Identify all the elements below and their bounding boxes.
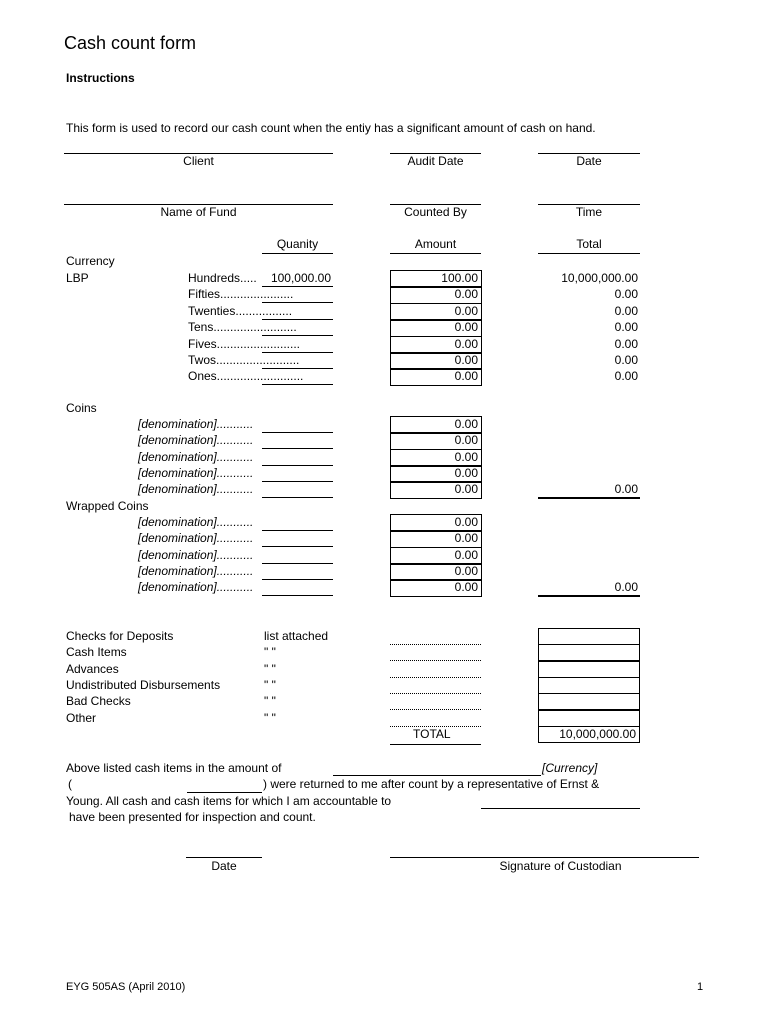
coin-amount-cell[interactable]: 0.00 <box>390 514 482 532</box>
coin-denomination-label: [denomination]........... <box>138 531 254 545</box>
other-item-note: " " <box>264 711 276 725</box>
other-item-amount-line[interactable] <box>390 660 481 661</box>
coin-amount-cell[interactable]: 0.00 <box>390 449 482 467</box>
coins-total: 0.00 <box>614 482 638 496</box>
coin-quantity-field-line[interactable] <box>262 448 333 449</box>
coin-quantity-field-line[interactable] <box>262 563 333 564</box>
counted-by-label: Counted By <box>404 205 467 219</box>
other-item-label: Advances <box>66 662 119 676</box>
coin-amount-cell[interactable]: 0.00 <box>390 416 482 434</box>
audit-date-label: Audit Date <box>407 154 464 168</box>
coin-denomination-label: [denomination]........... <box>138 580 254 594</box>
amount-words-field-line[interactable] <box>187 792 262 793</box>
coin-amount-cell[interactable]: 0.00 <box>390 465 482 483</box>
coin-amount-cell[interactable]: 0.00 <box>390 579 482 597</box>
total-value: 10,000,000.00 <box>561 271 638 285</box>
other-item-total-cell[interactable] <box>538 710 640 727</box>
amount-cell[interactable]: 0.00 <box>390 336 482 354</box>
other-item-note: " " <box>264 694 276 708</box>
amount-header-rule <box>390 253 481 254</box>
coin-amount-cell[interactable]: 0.00 <box>390 432 482 450</box>
other-item-note: list attached <box>264 629 329 643</box>
footer-page-number: 1 <box>697 981 704 993</box>
coin-amount-cell[interactable]: 0.00 <box>390 530 482 548</box>
denomination-label: Hundreds..... <box>188 271 257 285</box>
statement-line1: Above listed cash items in the amount of <box>66 761 282 775</box>
coin-denomination-label: [denomination]........... <box>138 433 254 447</box>
other-item-note: " " <box>264 678 276 692</box>
other-item-label: Bad Checks <box>66 694 131 708</box>
denomination-label: Fifties...................... <box>188 287 294 301</box>
amount-cell[interactable]: 100.00 <box>390 270 482 288</box>
coin-amount-cell[interactable]: 0.00 <box>390 563 482 581</box>
amount-field-line[interactable] <box>333 775 541 776</box>
denomination-label: Tens......................... <box>188 320 297 334</box>
other-item-note: " " <box>264 662 276 676</box>
coin-denomination-label: [denomination]........... <box>138 564 254 578</box>
quantity-value[interactable]: 100,000.00 <box>262 271 331 285</box>
coin-denomination-label: [denomination]........... <box>138 466 254 480</box>
statement-open-paren: ( <box>68 777 72 791</box>
quantity-header-rule <box>262 253 333 254</box>
wrapped-coins-label: Wrapped Coins <box>66 499 149 513</box>
denomination-label: Twos......................... <box>188 353 300 367</box>
other-item-label: Undistributed Disbursements <box>66 678 221 692</box>
coin-denomination-label: [denomination]........... <box>138 450 254 464</box>
time-label: Time <box>575 205 603 219</box>
total-value: 0.00 <box>614 337 638 351</box>
coin-quantity-field-line[interactable] <box>262 481 333 482</box>
sign-date-label: Date <box>211 859 237 873</box>
amount-header: Amount <box>414 237 457 251</box>
total-value: 0.00 <box>614 353 638 367</box>
coin-denomination-label: [denomination]........... <box>138 515 254 529</box>
footer-form-id: EYG 505AS (April 2010) <box>66 981 186 993</box>
custodian-label: Signature of Custodian <box>499 859 622 873</box>
coin-denomination-label: [denomination]........... <box>138 548 254 562</box>
grand-total: 10,000,000.00 <box>538 726 640 743</box>
denomination-label: Twenties................. <box>188 304 293 318</box>
coin-quantity-field-line[interactable] <box>262 546 333 547</box>
coin-quantity-field-line[interactable] <box>262 465 333 466</box>
other-item-total-cell[interactable] <box>538 628 640 645</box>
coin-amount-cell[interactable]: 0.00 <box>390 547 482 565</box>
denomination-label: Ones.......................... <box>188 369 304 383</box>
total-header-rule <box>538 253 640 254</box>
coin-quantity-field-line[interactable] <box>262 497 333 498</box>
amount-cell[interactable]: 0.00 <box>390 368 482 386</box>
wrapped-total-rule <box>538 595 640 597</box>
statement-line2: ) were returned to me after count by a representative of Ernst & <box>263 777 600 791</box>
statement-currency: [Currency] <box>542 761 598 775</box>
coin-denomination-label: [denomination]........... <box>138 417 254 431</box>
fund-label: Name of Fund <box>160 205 237 219</box>
other-item-total-cell[interactable] <box>538 693 640 710</box>
other-item-amount-line[interactable] <box>390 677 481 678</box>
coin-quantity-field-line[interactable] <box>262 579 333 580</box>
coins-label: Coins <box>66 401 97 415</box>
total-left-rule <box>390 744 481 745</box>
other-item-total-cell[interactable] <box>538 644 640 661</box>
coin-quantity-field-line[interactable] <box>262 432 333 433</box>
total-value: 0.00 <box>614 304 638 318</box>
sign-date-field-line[interactable] <box>186 857 262 858</box>
coin-amount-cell[interactable]: 0.00 <box>390 481 482 499</box>
coin-quantity-field-line[interactable] <box>262 595 333 596</box>
total-header: Total <box>576 237 602 251</box>
intro-text: This form is used to record our cash count when the entiy has a significant amount of cash on hand. <box>66 121 596 135</box>
instructions-heading: Instructions <box>66 71 135 85</box>
other-item-amount-line[interactable] <box>390 693 481 694</box>
other-item-amount-line[interactable] <box>390 709 481 710</box>
amount-cell[interactable]: 0.00 <box>390 286 482 304</box>
other-item-total-cell[interactable] <box>538 677 640 694</box>
coin-quantity-field-line[interactable] <box>262 530 333 531</box>
other-item-label: Cash Items <box>66 645 127 659</box>
coins-total-rule <box>538 497 640 499</box>
amount-cell[interactable]: 0.00 <box>390 319 482 337</box>
total-label: TOTAL <box>413 727 451 741</box>
total-value: 0.00 <box>614 369 638 383</box>
other-item-note: " " <box>264 645 276 659</box>
amount-cell[interactable]: 0.00 <box>390 303 482 321</box>
quantity-field-line <box>262 302 333 303</box>
quantity-field-line <box>262 384 333 385</box>
total-value: 0.00 <box>614 320 638 334</box>
other-item-label: Other <box>66 711 97 725</box>
page-title: Cash count form <box>64 33 197 53</box>
other-item-amount-line[interactable] <box>390 644 481 645</box>
statement-line3: Young. All cash and cash items for which I am accountable to <box>66 794 392 808</box>
client-label: Client <box>183 154 214 168</box>
coin-denomination-label: [denomination]........... <box>138 482 254 496</box>
currency-label: Currency <box>66 254 115 268</box>
quantity-header: Quanity <box>276 237 319 251</box>
other-item-total-cell[interactable] <box>538 661 640 678</box>
wrapped-coins-total: 0.00 <box>614 580 638 594</box>
quantity-field-line <box>262 335 333 336</box>
custodian-signature-line[interactable] <box>390 857 699 858</box>
statement-line4: have been presented for inspection and count. <box>69 810 316 824</box>
total-value: 0.00 <box>614 287 638 301</box>
other-item-label: Checks for Deposits <box>66 629 174 643</box>
amount-cell[interactable]: 0.00 <box>390 352 482 370</box>
accountable-field-line[interactable] <box>481 808 640 809</box>
denomination-label: Fives......................... <box>188 337 301 351</box>
currency-code: LBP <box>66 271 89 285</box>
date-label: Date <box>576 154 602 168</box>
